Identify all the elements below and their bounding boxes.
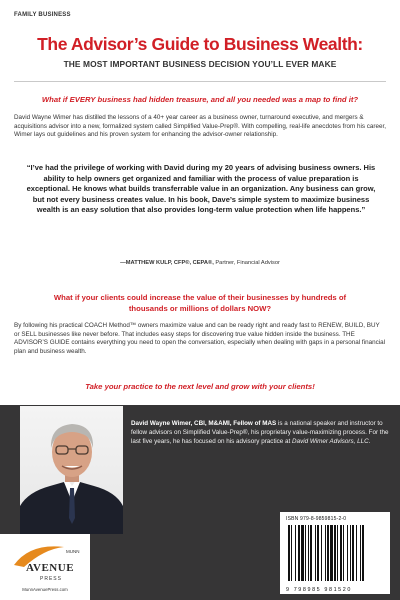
- barcode-icon: [286, 525, 384, 583]
- barcode-bar: [362, 525, 364, 581]
- barcode-bar: [347, 525, 348, 581]
- barcode-bar: [360, 525, 361, 581]
- barcode-bar: [337, 525, 338, 581]
- testimonial-role: Partner, Financial Advisor: [213, 260, 280, 266]
- barcode-digits: 9 798985 981520: [286, 587, 352, 593]
- barcode-bar: [334, 525, 336, 581]
- barcode-bar: [301, 525, 304, 581]
- logo-sub-text: PRESS: [40, 576, 62, 582]
- logo-main-text: AVENUE: [26, 562, 75, 574]
- logo-top-text: MUNN: [66, 549, 80, 554]
- publisher-block: [0, 534, 90, 600]
- publisher-logo: [6, 541, 84, 585]
- barcode-bar: [352, 525, 354, 581]
- headline-question-2: What if your clients could increase the value of their businesses by hundreds of thousands or millions of dollars NOW?: [53, 293, 347, 313]
- testimonial-attribution: [0, 260, 400, 266]
- book-category: FAMILY BUSINESS: [14, 12, 71, 18]
- author-portrait-icon: [20, 406, 123, 534]
- call-to-action: Take your practice to the next level and grow with your clients!: [85, 382, 315, 391]
- barcode-panel: [280, 512, 390, 594]
- testimonial-quote: “I’ve had the privilege of working with David during my 20 years of advising business owners. His ability to help owners get organized and familiar with the process of value preparation is exceptional. He knows what builds transferrable value in an organization. Any business can grow, but not every business creates value. In his book, Dave’s simple system to maximize business wealth is an easy solution that also provides long-term value protection when life happens.”: [26, 163, 376, 215]
- barcode-bar: [327, 525, 329, 581]
- barcode-bar: [325, 525, 326, 581]
- author-photo: [20, 406, 123, 534]
- book-subtitle: THE MOST IMPORTANT BUSINESS DECISION YOU’LL EVER MAKE: [63, 59, 337, 69]
- barcode-bar: [310, 525, 312, 581]
- barcode-bar: [321, 525, 322, 581]
- barcode-bar: [315, 525, 316, 581]
- headline-question-1: What if EVERY business had hidden treasure, and all you needed was a map to find it?: [41, 95, 359, 104]
- barcode-bar: [330, 525, 333, 581]
- author-practice: David Wimer Advisors, LLC.: [292, 438, 371, 446]
- barcode-bar: [350, 525, 351, 581]
- author-bio: [131, 419, 389, 447]
- barcode-bar: [298, 525, 300, 581]
- intro-paragraph: David Wayne Wimer has distilled the lessons of a 40+ year career as a business owner, turnaround executive, and mergers & acquisitions advisor into a new, formalized system called Simplified Value-Prep®. With compelling, real-life anecdotes from his career, Wimer lays out guidelines and his proven system for enhancing the advisor-owner relationship.: [14, 114, 387, 139]
- barcode-bar: [340, 525, 342, 581]
- author-bio-text: is a national speaker and instructor to fellow advisors on Simplified Value-Prep®, his proprietary value-maximizing process. For the last five years, he has focused on his advisory practice at: [131, 420, 389, 446]
- author-name: David Wayne Wimer, CBI, M&AMI, Fellow of MAS: [131, 420, 277, 427]
- coach-paragraph: By following his practical COACH Method™ owners maximize value and can be ready right and ready fast to RENEW, BUILD, BUY or SELL businesses like never before. That includes easy steps for discovering true value hidden inside the business. THE ADVISOR’S GUIDE contains everything you need to open the conversation, especially when dealing with gaps in a personal financial plan and business wealth.: [14, 322, 386, 356]
- isbn-label: ISBN 979-8-9859815-2-0: [286, 516, 347, 522]
- book-title: The Advisor’s Guide to Business Wealth:: [37, 34, 363, 54]
- barcode-bar: [317, 525, 319, 581]
- barcode-bar: [343, 525, 344, 581]
- publisher-url: MunnAvenuePress.com: [22, 587, 68, 592]
- barcode-bar: [291, 525, 292, 581]
- barcode-bar: [308, 525, 309, 581]
- barcode-bar: [305, 525, 306, 581]
- barcode-bar: [356, 525, 357, 581]
- barcode-bar: [295, 525, 296, 581]
- divider: [14, 81, 386, 82]
- testimonial-author: —MATTHEW KULP, CFP®, CEPA®,: [120, 260, 214, 266]
- barcode-bar: [288, 525, 290, 581]
